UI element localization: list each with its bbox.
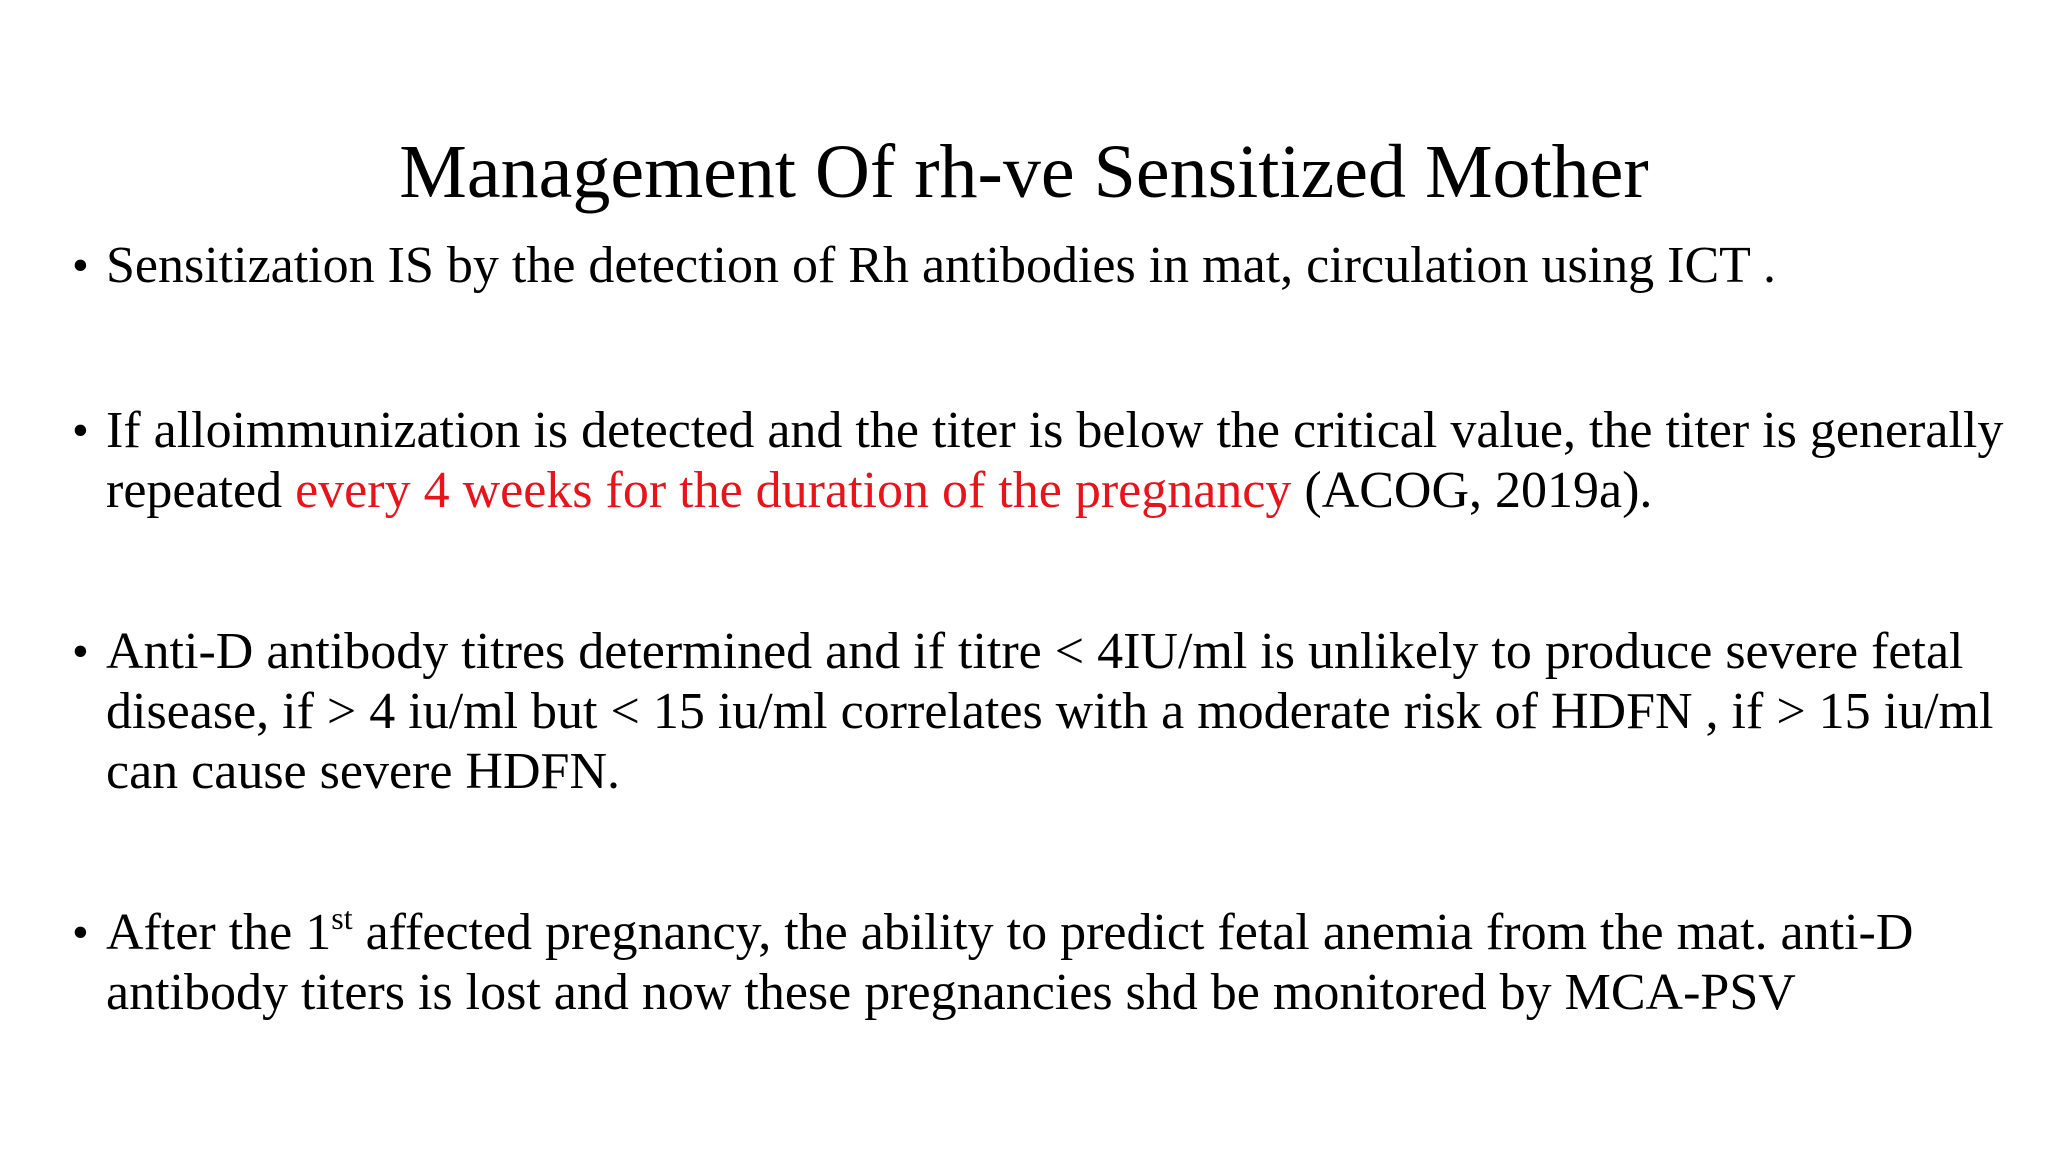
bullet-first-affected-pregnancy [72, 900, 2046, 1023]
bullet-dot-icon: • [72, 625, 89, 678]
bullet-dot-icon: • [72, 404, 89, 457]
superscript-st: st [331, 900, 353, 936]
highlighted-text: every 4 weeks for the duration of the pregnancy [295, 462, 1292, 519]
bullet-dot-icon: • [72, 239, 89, 292]
bullet-anti-d-titres [72, 622, 2046, 802]
bullet-alloimmunization [72, 401, 2046, 521]
slide-title: Management Of rh-ve Sensitized Mother [399, 130, 1649, 214]
bullet-text: Anti-D antibody titres determined and if titre < 4IU/ml is unlikely to produce severe fetal disease, if > 4 iu/ml but < 15 iu/ml correlates with a moderate risk of HDFN , if > 15 iu/ml can cause severe HDFN. [106, 623, 1994, 800]
bullet-text-end: (ACOG, 2019a). [1291, 462, 1653, 519]
bullet-text-end: affected pregnancy, the ability to predict fetal anemia from the mat. anti-D antibody titers is lost and now these pregnancies shd be monitored by MCA-PSV [106, 904, 1914, 1021]
bullet-text: If alloimmunization is detected and the titer is below the critical value, the titer is generally repeated [106, 402, 2004, 519]
bullet-sensitization [72, 236, 2046, 296]
bullet-text: After the 1 [106, 904, 332, 961]
bullet-text: Sensitization IS by the detection of Rh antibodies in mat, circulation using ICT . [106, 237, 1776, 294]
bullet-dot-icon: • [72, 906, 89, 959]
